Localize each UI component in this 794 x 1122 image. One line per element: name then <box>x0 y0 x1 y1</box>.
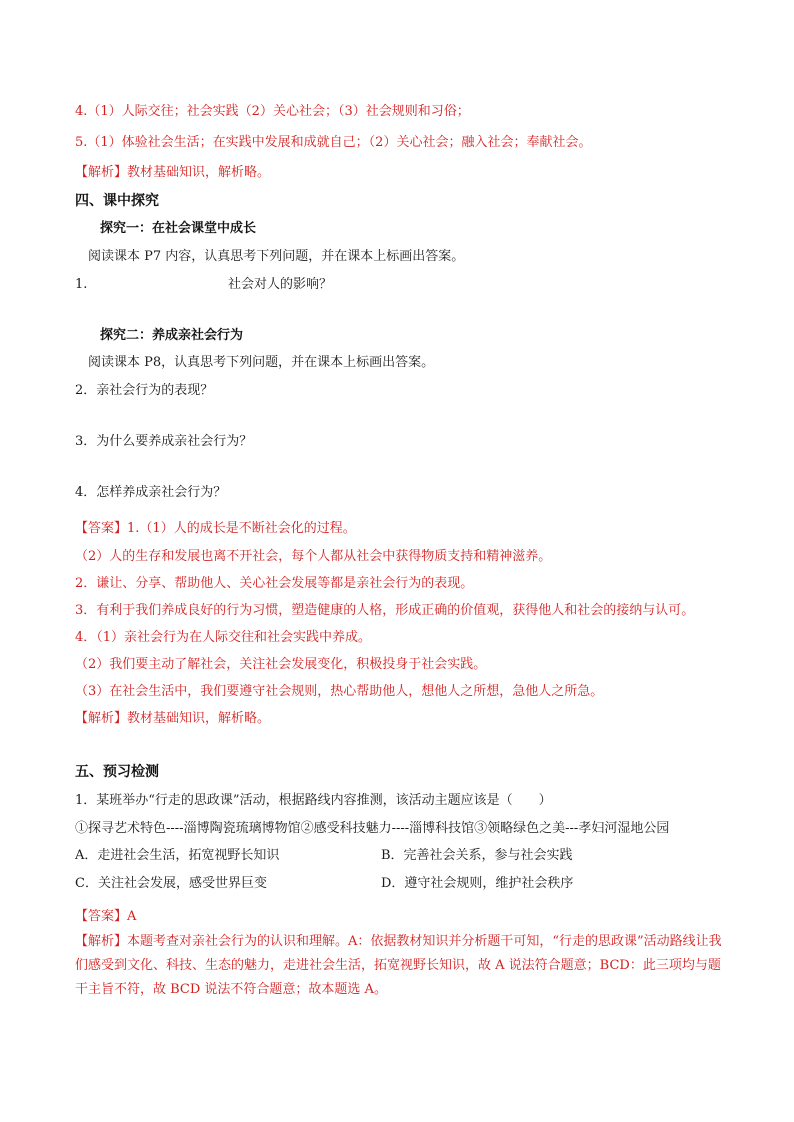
analysis-top: 【解析】教材基础知识，解析略。 <box>75 165 271 180</box>
q1-answer: 【答案】A <box>75 909 137 924</box>
explore2-title: 探究二：养成亲社会行为 <box>100 328 244 343</box>
explore1-instruction: 阅读课本 P7 内容，认真思考下列问题，并在课本上标画出答案。 <box>88 249 465 264</box>
answer-a4c: （3）在社会生活中，我们要遵守社会规则，热心帮助他人，想他人之所想，急他人之所急。 <box>75 684 604 699</box>
explore1-q1-number: 1. <box>75 277 88 292</box>
explore2-q3: 3．为什么要养成亲社会行为？ <box>75 434 253 449</box>
option-b: B．完善社会关系，参与社会实践 <box>381 848 573 863</box>
answer-a2: 2．谦让、分享、帮助他人、关心社会发展等都是亲社会行为的表现。 <box>75 576 474 591</box>
answer-q4: 4.（1）人际交往；社会实践（2）关心社会；（3）社会规则和习俗； <box>75 104 470 119</box>
explore1-q1-text: 社会对人的影响？ <box>228 277 333 292</box>
analysis-section4: 【解析】教材基础知识，解析略。 <box>75 711 271 726</box>
option-d: D．遵守社会规则，维护社会秩序 <box>381 876 574 891</box>
answer-a1b: （2）人的生存和发展也离不开社会，每个人都从社会中获得物质支持和精神滋养。 <box>75 549 552 564</box>
q1-route: ①探寻艺术特色----淄博陶瓷琉璃博物馆②感受科技魅力----淄博科技馆③领略绿色之美---孝妇河湿地公园 <box>75 821 670 836</box>
option-a: A．走进社会生活，拓宽视野长知识 <box>75 848 280 863</box>
explore1-title: 探究一：在社会课堂中成长 <box>100 221 257 236</box>
section5-heading: 五、预习检测 <box>75 764 159 780</box>
explore2-q2: 2．亲社会行为的表现？ <box>75 383 214 398</box>
answer-q5: 5.（1）体验社会生活；在实践中发展和成就自己；（2）关心社会；融入社会；奉献社会。 <box>75 135 592 150</box>
answer-tag: 【答案】 <box>75 521 128 536</box>
answer-a3: 3．有利于我们养成良好的行为习惯，塑造健康的人格，形成正确的价值观，获得他人和社会的接纳与认可。 <box>75 603 695 618</box>
answer-a1-text: 1.（1）人的成长是不断社会化的过程。 <box>127 521 356 536</box>
option-c: C．关注社会发展，感受世界巨变 <box>75 876 267 891</box>
section4-heading: 四、课中探究 <box>75 193 159 209</box>
explore2-q4: 4．怎样养成亲社会行为？ <box>75 485 227 500</box>
q1-analysis: 【解析】本题考查对亲社会行为的认识和理解。A：依据教材知识并分析题干可知，“行走的思政课”活动路线让我们感受到文化、科技、生态的魅力，走进社会生活，拓宽视野长知识，故 A 说法符合题意；BCD：此三项均与题干主旨不符，故 BCD 说法不符合题意；故本题选 A。 <box>75 934 722 997</box>
answer-a1 <box>75 520 356 538</box>
answer-a4: 4．（1）亲社会行为在人际交往和社会实践中养成。 <box>75 630 372 645</box>
q1-stem: 1．某班举办“行走的思政课”活动，根据路线内容推测，该活动主题应该是（ ） <box>75 793 552 808</box>
explore2-instruction: 阅读课本 P8，认真思考下列问题，并在课本上标画出答案。 <box>88 355 435 370</box>
answer-a4b: （2）我们要主动了解社会，关注社会发展变化，积极投身于社会实践。 <box>75 657 487 672</box>
